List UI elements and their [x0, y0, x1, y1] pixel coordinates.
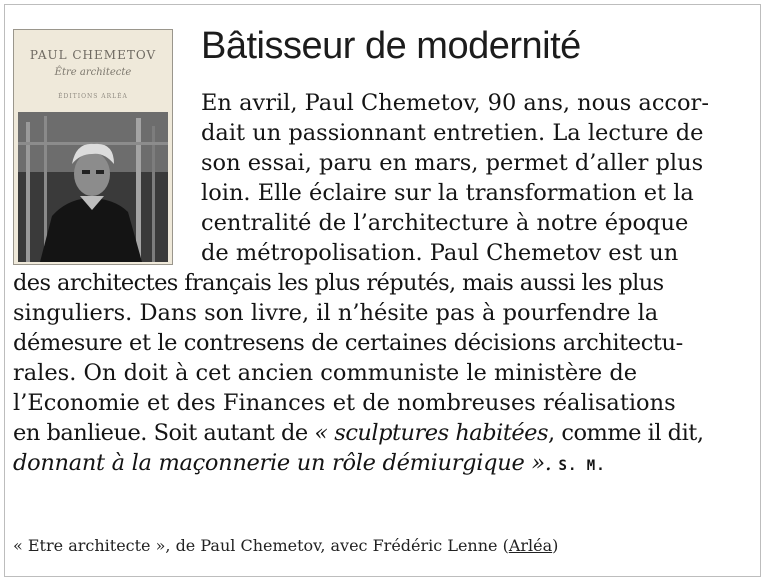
article-title: Bâtisseur de modernité	[201, 25, 581, 67]
body-line: son essai, paru en mars, permet d’aller plus	[201, 150, 704, 176]
body-line: démesure et le contresens de certaines décisions architectu-	[13, 330, 683, 356]
quote-close: ».	[524, 450, 552, 476]
cover-portrait-photo	[18, 112, 168, 262]
quote-part-1: « sculptures habitées	[314, 420, 549, 446]
cover-title: Être architecte	[54, 67, 132, 78]
credit-text: « Etre architecte », de Paul Chemetov, avec Frédéric Lenne (	[13, 536, 509, 555]
body-line: l’Economie et des Finances et de nombreuses réalisations	[13, 390, 676, 416]
body-line: de métropolisation. Paul Chemetov est un	[201, 240, 679, 266]
body-line: singuliers. Dans son livre, il n’hésite pas à pourfendre la	[13, 300, 659, 326]
quote-part-2: donnant à la maçonnerie un rôle démiurgique	[13, 450, 525, 476]
article-frame	[4, 4, 761, 577]
book-credit	[13, 535, 558, 557]
body-text: en banlieue. Soit autant de	[13, 420, 315, 446]
body-line: dait un passionnant entretien. La lecture de	[201, 120, 704, 146]
book-cover	[13, 29, 173, 265]
body-line: En avril, Paul Chemetov, 90 ans, nous accor-	[201, 90, 709, 116]
credit-close: )	[552, 536, 559, 555]
body-text: , comme il dit,	[548, 420, 704, 446]
cover-publisher: ÉDITIONS ARLÉA	[58, 93, 128, 100]
publisher-link[interactable]: Arléa	[508, 536, 553, 555]
author-byline: S. M.	[558, 458, 606, 474]
body-line: des architectes français les plus réputés, mais aussi les plus	[13, 270, 664, 296]
body-line: centralité de l’architecture à notre époque	[201, 210, 689, 236]
body-line	[13, 418, 703, 448]
body-line: loin. Elle éclaire sur la transformation et la	[201, 180, 694, 206]
cover-author: PAUL CHEMETOV	[29, 48, 157, 62]
body-line: rales. On doit à cet ancien communiste le ministère de	[13, 360, 638, 386]
body-line	[13, 448, 606, 481]
